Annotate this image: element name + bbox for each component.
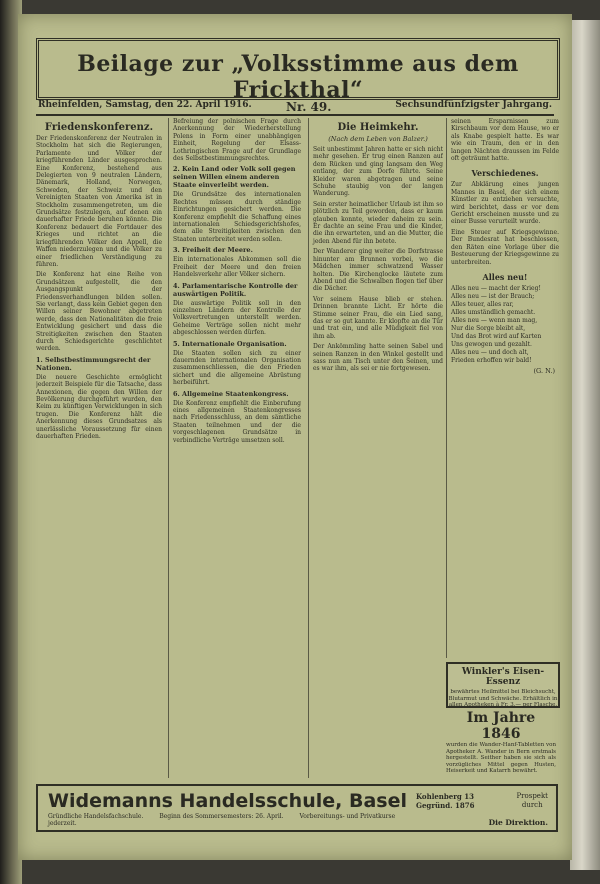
- footer-text: Gründliche Handelsfachschule.: [48, 813, 144, 820]
- prospekt-line: durch: [521, 801, 543, 809]
- masthead: [36, 38, 560, 103]
- article-heading: Friedenskonferenz.: [44, 122, 154, 133]
- article-paragraph: Die auswärtige Politik soll in den einzelnen Ländern der Kontrolle der Volksvertretungen unterstellt werden. Geheime Verträge sollen nicht mehr abgeschlossen werden dürfen.: [173, 299, 301, 337]
- article-paragraph: Die neuere Geschichte ermöglicht jederzeit Beispiele für die Tatsache, dass Annexionen, die gegen den Willen der Bevölkerung durchgeführt wurden, den Keim zu künftigen Verwicklungen in sich trugen. Die Konferenz hält die Anerkennung dieses Grundsatzes als unerlässliche Voraussetzung für einen dauerhaften Frieden.: [36, 373, 162, 441]
- misc-heading: Verschiedenes.: [471, 168, 539, 179]
- ad-year-title: Im Jahre 1846: [466, 710, 536, 742]
- article-paragraph: Die Staaten sollen sich zu einer dauernden internationalen Organisation zusammenschliessen, die den Frieden sichert und die allgemeine Abrüstung herbeiführt.: [173, 349, 301, 387]
- article-paragraph: Die Grundsätze des internationalen Rechtes müssen durch ständige Einrichtungen gesichert werden. Die Konferenz empfiehlt die Schaffung eines internationalen Schiedsgerichtshofes, dem alle Streitigkeiten zwischen den Staaten unterbreitet werden sollen.: [173, 191, 301, 243]
- prospekt-line: Prospekt: [516, 792, 548, 800]
- article-paragraph: Die Konferenz hat eine Reihe von Grundsätzen aufgestellt, die den Ausgangspunkt der Friedensverhandlungen bilden sollen. Sie verlangt, dass kein Gebiet gegen den Willen seiner Bewohner abgetreten werde, dass den Nationalitäten die freie Entwicklung gesichert und dass die Streitigkeiten zwischen den Staaten durch Schiedsgerichte geschlichtet werden.: [36, 271, 162, 353]
- story-paragraph: Der Wanderer ging weiter die Dorfstrasse hinunter am Brunnen vorbei, wo die Mädchen immer schwatzend Wasser holten. Die Kirchenglocke läutete zum Abend und die Schwalben flogen tief über die Dächer.: [313, 248, 443, 293]
- ad-year-text: wurden die Wander-Hanf-Tabletten von Apotheker A. Wander in Bern erstmals hergestellt. Seither haben sie sich als vorzügliches Mittel gegen Husten, Heiserkeit und Katarrh bewährt.: [446, 742, 556, 775]
- address-line: Kohlenberg 13: [416, 792, 474, 801]
- footer-text: Vorbereitungs- und Privatkurse jederzeit.: [48, 813, 396, 827]
- column-2: [168, 118, 301, 778]
- masthead-title: Beilage zur „Volksstimme aus dem Frickthal“: [77, 51, 519, 103]
- poem-line: Alles neu — macht der Krieg!: [451, 284, 541, 292]
- ad-handelsschule-prospekt: [516, 792, 548, 810]
- poem-author: (G. N.): [533, 366, 555, 375]
- ad-handelsschule: [36, 784, 558, 832]
- section-heading: 3. Freiheit der Meere.: [173, 246, 253, 255]
- article-paragraph: Befreiung der polnischen Frage durch Anerkennung der Wiederherstellung Polens in Form einer unabhängigen Einheit, Regelung der Elsass-Lothringischen Frage auf der Grundlage des Selbstbestimmungsrechtes.: [173, 118, 301, 163]
- article-paragraph: Ein internationales Abkommen soll die Freiheit der Meere und den freien Handelsverkehr aller Völker sichern.: [173, 256, 301, 279]
- footer-text: Beginn des Sommersemesters: 26. April.: [159, 813, 284, 820]
- poem-title: Alles neu!: [482, 271, 528, 282]
- section-heading: 6. Allgemeine Staatenkongress.: [173, 389, 289, 398]
- poem-line: Alles neu — ist der Brauch;: [451, 292, 535, 300]
- ad-year-1846: [446, 710, 556, 780]
- poem-line: Frieden erhoffen wir bald!: [451, 356, 532, 364]
- ad-handelsschule-direction: Die Direktion.: [488, 818, 548, 827]
- ad-handelsschule-title: Widemanns Handelsschule, Basel: [48, 790, 407, 812]
- section-heading: 4. Parlamentarische Kontrolle der auswärtigen Politik.: [173, 281, 298, 298]
- story-paragraph: Sein erster heimatlicher Urlaub ist ihm so plötzlich zu Teil geworden, dass er kaum glauben konnte, wieder daheim zu sein. Er dachte an seine Frau und die Kinder, die ihn erwarteten, und an die Mutter, die jeden Abend für ihn betete.: [313, 200, 443, 245]
- poem-line: Alles teuer, alles rar,: [451, 300, 514, 308]
- ad-winkler-text: bewährtes Heilmittel bei Bleichsucht, Blutarmut und Schwäche. Erhältlich in allen Apotheken à Fr. 3.— per Flasche.: [448, 689, 558, 708]
- dateline: [36, 98, 554, 116]
- column-3: [308, 118, 443, 778]
- poem-line: Alles neu — und doch alt,: [451, 348, 529, 356]
- article-paragraph: Die Konferenz empfiehlt die Einberufung eines allgemeinen Staatenkongresses nach Friedensschluss, an dem sämtliche Staaten teilnehmen und der die vorgeschlagenen Grundsätze in verbindliche Verträge umsetzen soll.: [173, 399, 301, 444]
- story-subheading: (Nach dem Leben von Balzer.): [328, 135, 428, 143]
- column-4: [446, 118, 559, 658]
- poem-line: Und das Brot wird auf Karten: [451, 332, 542, 340]
- ad-handelsschule-address: [416, 792, 474, 810]
- story-paragraph: Der Ankömmling hatte seinen Sabel und seinen Ranzen in den Winkel gestellt und sass nun am Tisch unter den Seinen, und es war ihm, als sei er nie fortgewesen.: [313, 343, 443, 373]
- misc-paragraph: Zur Abklärung eines jungen Mannes in Basel, der sich einem Künstler zu entziehen versuchte, wird berichtet, dass er vor dem Gericht erscheinen musste und zu einer Busse verurteilt wurde.: [451, 181, 559, 226]
- section-heading: 5. Internationale Organisation.: [173, 339, 287, 348]
- address-line: Gegründ. 1876: [416, 801, 475, 810]
- volume-year: Sechsundfünfzigster Jahrgang.: [395, 100, 552, 110]
- place-date: Rheinfelden, Samstag, den 22. April 1916.: [38, 100, 252, 110]
- article-paragraph: Der Friedenskonferenz der Neutralen in Stockholm hat sich die Regierungen, Parlamente und Völker der kriegführenden Länder ausgesprochen. Eine Konferenz, bestehend aus Delegierten von 9 neutralen Ländern, Dänemark, Holland, Norwegen, Schweden, der Schweiz und den Vereinigten Staaten von Amerika ist in Stockholm zusammengetreten, um die Grundsätze festzulegen, auf denen ein dauerhafter Friede beruhen könnte. Die Konferenz bedauert die Fortdauer des Krieges und richtet an die kriegführenden Völker den Appell, die Waffen niederzulegen und die Völker zu einer friedlichen Verständigung zu führen.: [36, 135, 162, 268]
- issue-number: Nr. 49.: [286, 100, 332, 114]
- ad-winkler-title: Winkler's Eisen-Essenz: [461, 667, 545, 687]
- story-paragraph: Vor seinem Hause blieb er stehen. Drinnen brannte Licht. Er hörte die Stimme seiner Frau, die ein Lied sang, das er so gut kannte. Er klopfte an die Tür und trat ein, und alle Müdigkeit fiel von ihm ab.: [313, 295, 443, 340]
- story-heading: Die Heimkehr.: [337, 122, 419, 133]
- column-1: [36, 118, 162, 778]
- ad-handelsschule-footer: [48, 813, 408, 827]
- poem-line: Alles umständlich gemacht.: [451, 308, 536, 316]
- poem-line: Alles neu — wenn man mag,: [451, 316, 538, 324]
- misc-paragraph: Eine Steuer auf Kriegsgewinne. Der Bundesrat hat beschlossen, den Räten eine Vorlage über die Besteuerung der Kriegsgewinne zu unterbreiten.: [451, 228, 559, 266]
- newspaper-page: [18, 14, 572, 860]
- poem-line: Nur die Sorge bleibt alt,: [451, 324, 526, 332]
- page-edges: [570, 20, 600, 870]
- section-heading: 1. Selbstbestimmungsrecht der Nationen.: [36, 355, 151, 372]
- ad-winkler: [446, 662, 560, 708]
- story-paragraph: Seit unbestimmt Jahren hatte er sich nicht mehr gesehen. Er trug einen Ranzen auf dem Rücken und ging langsam den Weg entlang, der zum Dorfe führte. Seine Kleider waren abgetragen und seine Schuhe staubig von der langen Wanderung.: [313, 146, 443, 198]
- section-heading: 2. Kein Land oder Volk soll gegen seinen Willen einem anderen Staate einverleibt werden.: [173, 165, 296, 190]
- story-paragraph: seinen Ersparnissen zum Kirschbaum vor dem Hause, wo er als Knabe gespielt hatte. Es war wie ein Traum, den er in den langen Nächten draussen im Felde oft geträumt hatte.: [451, 118, 559, 163]
- poem-line: Uns gewogen und gezahlt.: [451, 340, 532, 348]
